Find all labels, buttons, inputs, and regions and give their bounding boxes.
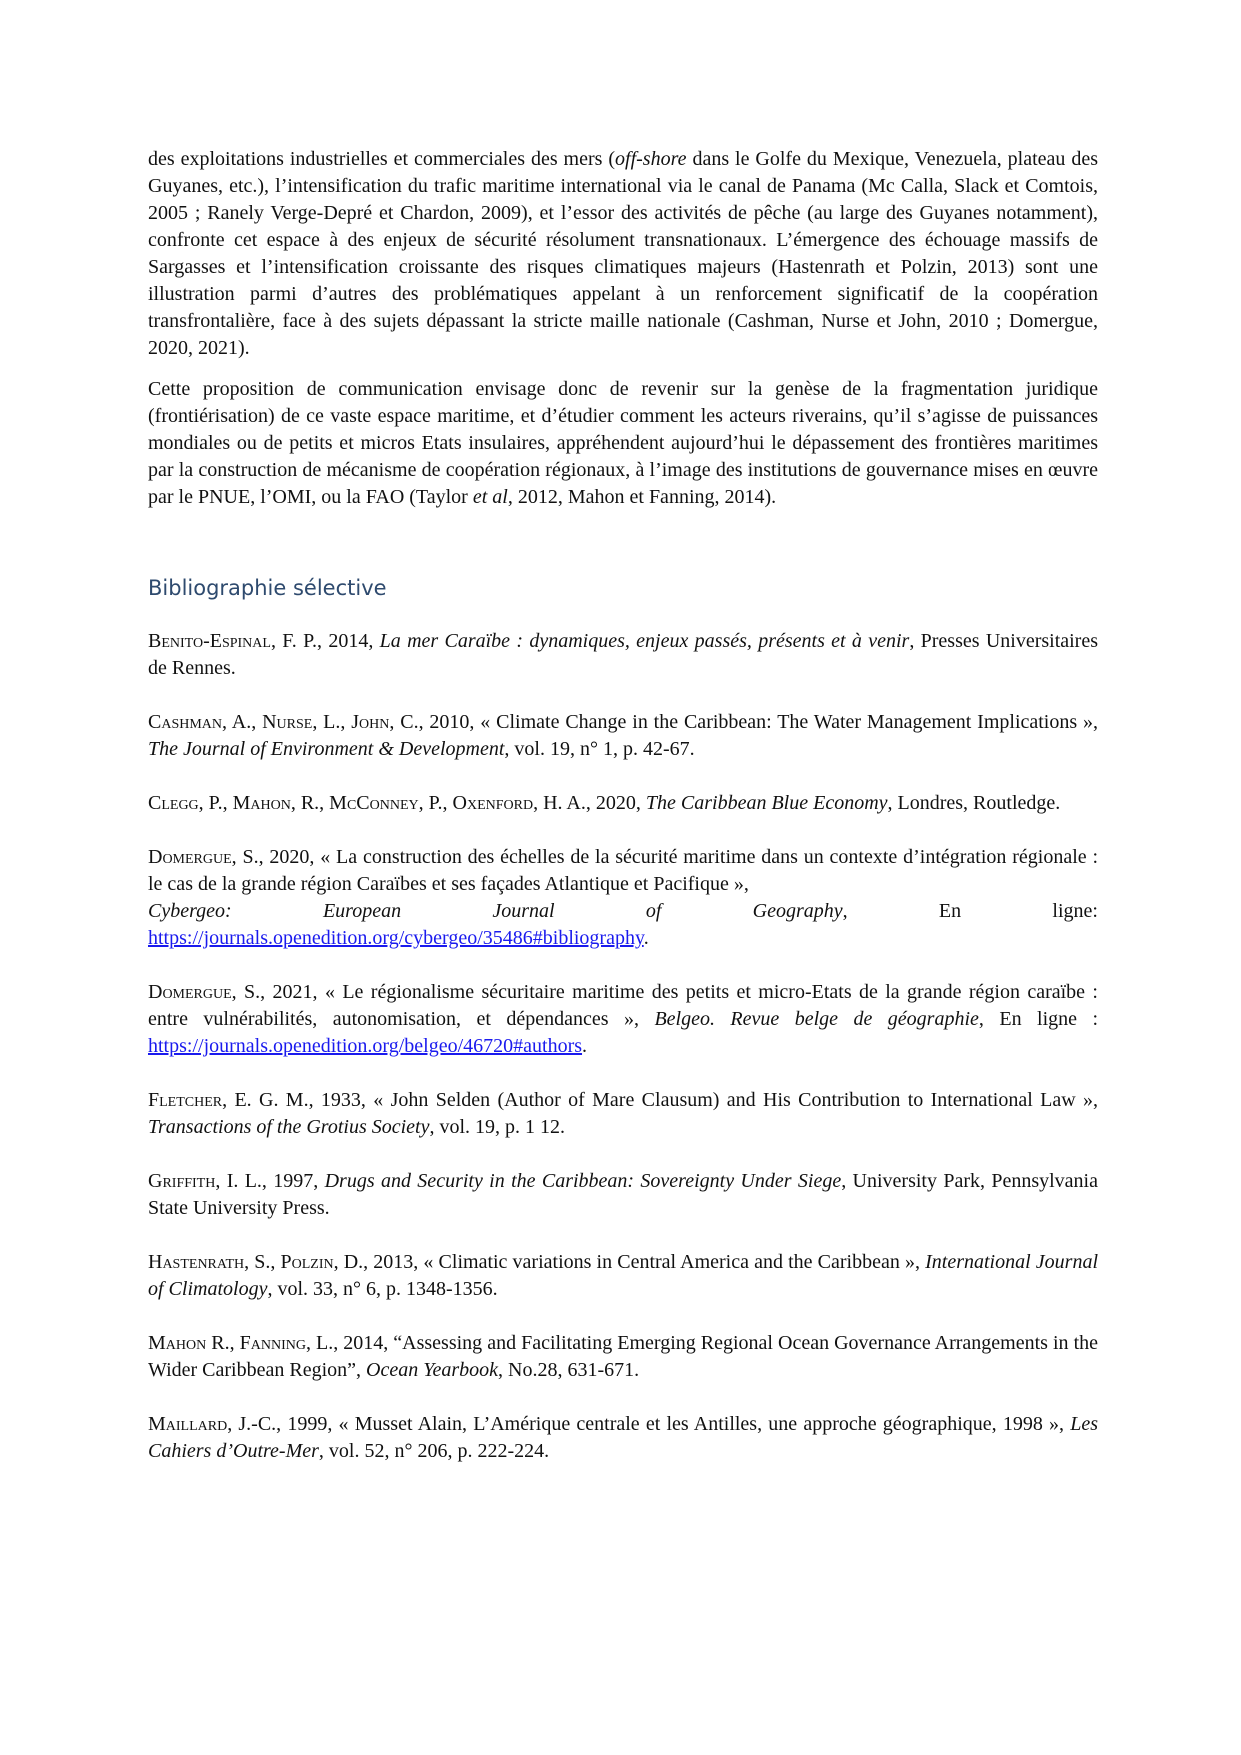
- ref-text: , En ligne :: [978, 1008, 1099, 1030]
- text: Cette proposition de communication envisage donc de revenir sur la genèse de la fragmentation juridique (frontiérisation) de ce vaste espace maritime, et d’étudier comment les acteurs riverains, qu’il s’agisse de puissances mondiales ou de petits et micros Etats insulaires, appréhendent aujourd’hui le dépassement des frontières maritimes par la construction de mécanisme de coopération régionaux, à l’image des institutions de gouvernance mises en œuvre par le PNUE, l’OMI, ou la FAO (Taylor: [148, 378, 1098, 508]
- author-name: Clegg: [148, 792, 199, 814]
- ref-text: , H. A., 2020,: [533, 792, 646, 814]
- ref-title-word: Geography: [752, 900, 843, 922]
- author-name: Domergue: [148, 846, 232, 868]
- ref-text: , D., 2013, « Climatic variations in Central America and the Caribbean »,: [333, 1251, 926, 1273]
- ref-text: , S.,: [244, 1251, 281, 1273]
- author-name: Nurse: [262, 711, 313, 733]
- body-paragraph-1: [148, 146, 1098, 362]
- ref-text: , A.,: [222, 711, 263, 733]
- ref-title: Ocean Yearbook: [366, 1359, 499, 1381]
- ref-text: , R.,: [290, 792, 330, 814]
- ref-text: , vol. 19, p. 1 12.: [429, 1116, 566, 1138]
- ref-text: ligne:: [1052, 900, 1098, 922]
- bibliography-entry: [148, 1168, 1098, 1222]
- ref-title: The Journal of Environment & Development: [148, 738, 505, 760]
- ref-text: , P.,: [418, 792, 453, 814]
- author-name: Oxenford: [452, 792, 534, 814]
- author-name: Domergue: [148, 981, 232, 1003]
- italic-text: off-shore: [615, 148, 687, 170]
- ref-title-word: Journal: [492, 900, 555, 922]
- bibliography-entry: [148, 628, 1098, 682]
- text: des exploitations industrielles et commerciales des mers (: [148, 148, 616, 170]
- ref-title: International Journal of Climatology: [148, 1251, 1098, 1300]
- ref-text: , I. L., 1997,: [215, 1170, 325, 1192]
- author-name: Fanning: [239, 1332, 306, 1354]
- ref-text: , J.-C., 1999, « Musset Alain, L’Amérique centrale et les Antilles, une approche géographique, 1998 »,: [227, 1413, 1071, 1435]
- italic-text: et al: [472, 486, 508, 508]
- ref-link[interactable]: https://journals.openedition.org/belgeo/46720#authors: [148, 1035, 583, 1057]
- ref-text: En: [938, 900, 962, 922]
- ref-text: , C., 2010, « Climate Change in the Caribbean: The Water Management Implications »,: [389, 711, 1099, 733]
- bibliography-entry: [148, 844, 1098, 952]
- ref-journal-line: [148, 898, 1098, 925]
- bibliography-entry: [148, 790, 1098, 817]
- ref-text: , F. P., 2014,: [270, 630, 380, 652]
- bibliography-entry: [148, 1411, 1098, 1465]
- ref-title: Belgeo. Revue belge de géographie: [654, 1008, 979, 1030]
- author-name: Maillard: [148, 1413, 228, 1435]
- ref-text: , Londres, Routledge.: [887, 792, 1061, 814]
- ref-text: , No.28, 631-671.: [498, 1359, 640, 1381]
- ref-title: Les Cahiers d’Outre-Mer: [148, 1413, 1098, 1462]
- ref-text: , L.,: [312, 711, 352, 733]
- ref-text: R.,: [206, 1332, 240, 1354]
- bibliography-heading: Bibliographie sélective: [148, 576, 387, 600]
- author-name: Griffith: [148, 1170, 216, 1192]
- ref-text: , vol. 33, n° 6, p. 1348-1356.: [267, 1278, 498, 1300]
- body-paragraph-2: [148, 376, 1098, 511]
- ref-title: La mer Caraïbe : dynamiques, enjeux passés, présents et à venir: [379, 630, 910, 652]
- ref-text: , vol. 52, n° 206, p. 222-224.: [318, 1440, 550, 1462]
- ref-link[interactable]: https://journals.openedition.org/cybergeo/35486#bibliography: [148, 927, 644, 949]
- ref-title: Drugs and Security in the Caribbean: Sovereignty Under Siege: [324, 1170, 842, 1192]
- author-name: McConney: [329, 792, 419, 814]
- ref-text: , vol. 19, n° 1, p. 42-67.: [504, 738, 695, 760]
- ref-title-word: European: [322, 900, 402, 922]
- ref-link-line: [148, 925, 1098, 952]
- ref-title: The Caribbean Blue Economy: [645, 792, 888, 814]
- bibliography-entry: [148, 1330, 1098, 1384]
- author-name: John: [351, 711, 390, 733]
- text: dans le Golfe du Mexique, Venezuela, plateau des Guyanes, etc.), l’intensification du trafic maritime international via le canal de Panama (Mc Calla, Slack et Comtois, 2005 ; Ranely Verge-Depré et Chardon, 2009), et l’essor des activités de pêche (au large des Guyanes notamment), confronte cet espace à des enjeux de sécurité résolument transnationaux. L’émergence des échouage massifs de Sargasses et l’intensification croissante des risques climatiques majeurs (Hastenrath et Polzin, 2013) sont une illustration parmi d’autres des problématiques appelant à un renforcement significatif de la coopération transfrontalière, face à des sujets dépassant la stricte maille nationale (Cashman, Nurse et John, 2010 ; Domergue, 2020, 2021).: [148, 148, 1098, 359]
- bibliography-entry: [148, 1249, 1098, 1303]
- ref-text: ,: [842, 900, 848, 922]
- document-page: [148, 146, 1098, 1492]
- ref-text: , Presses Universitaires de Rennes.: [148, 630, 1099, 679]
- ref-text: .: [643, 927, 649, 949]
- author-name: Polzin: [280, 1251, 334, 1273]
- ref-text: , S., 2021, « Le régionalisme sécuritaire maritime des petits et micro-Etats de la grande région caraïbe : entre vulnérabilités, autonomisation, et dépendances »,: [148, 981, 1098, 1030]
- ref-text: , L., 2014, “Assessing and Facilitating Emerging Regional Ocean Governance Arrangements in the Wider Caribbean Region”,: [148, 1332, 1098, 1381]
- ref-title-word: Cybergeo:: [148, 900, 232, 922]
- author-name: Mahon: [232, 792, 291, 814]
- author-name: Cashman: [148, 711, 223, 733]
- ref-text: , E. G. M., 1933, « John Selden (Author of Mare Clausum) and His Contribution to International Law »,: [222, 1089, 1098, 1111]
- author-name: Hastenrath: [148, 1251, 245, 1273]
- ref-text: , University Park, Pennsylvania State University Press.: [148, 1170, 1098, 1219]
- ref-title: Transactions of the Grotius Society: [148, 1116, 430, 1138]
- author-name: Mahon: [148, 1332, 207, 1354]
- ref-text: , S., 2020, « La construction des échelles de la sécurité maritime dans un contexte d’intégration régionale : le cas de la grande région Caraïbes et ses façades Atlantique et Pacifique »,: [148, 846, 1098, 895]
- bibliography-entry: [148, 1087, 1098, 1141]
- text: , 2012, Mahon et Fanning, 2014).: [507, 486, 777, 508]
- ref-text: , P.,: [198, 792, 233, 814]
- bibliography-entry: [148, 709, 1098, 763]
- author-name: Benito-Espinal: [148, 630, 271, 652]
- author-name: Fletcher: [148, 1089, 223, 1111]
- ref-text: .: [582, 1035, 588, 1057]
- bibliography-entry: [148, 979, 1098, 1060]
- ref-text-block: [148, 844, 1098, 898]
- ref-title-word: of: [645, 900, 662, 922]
